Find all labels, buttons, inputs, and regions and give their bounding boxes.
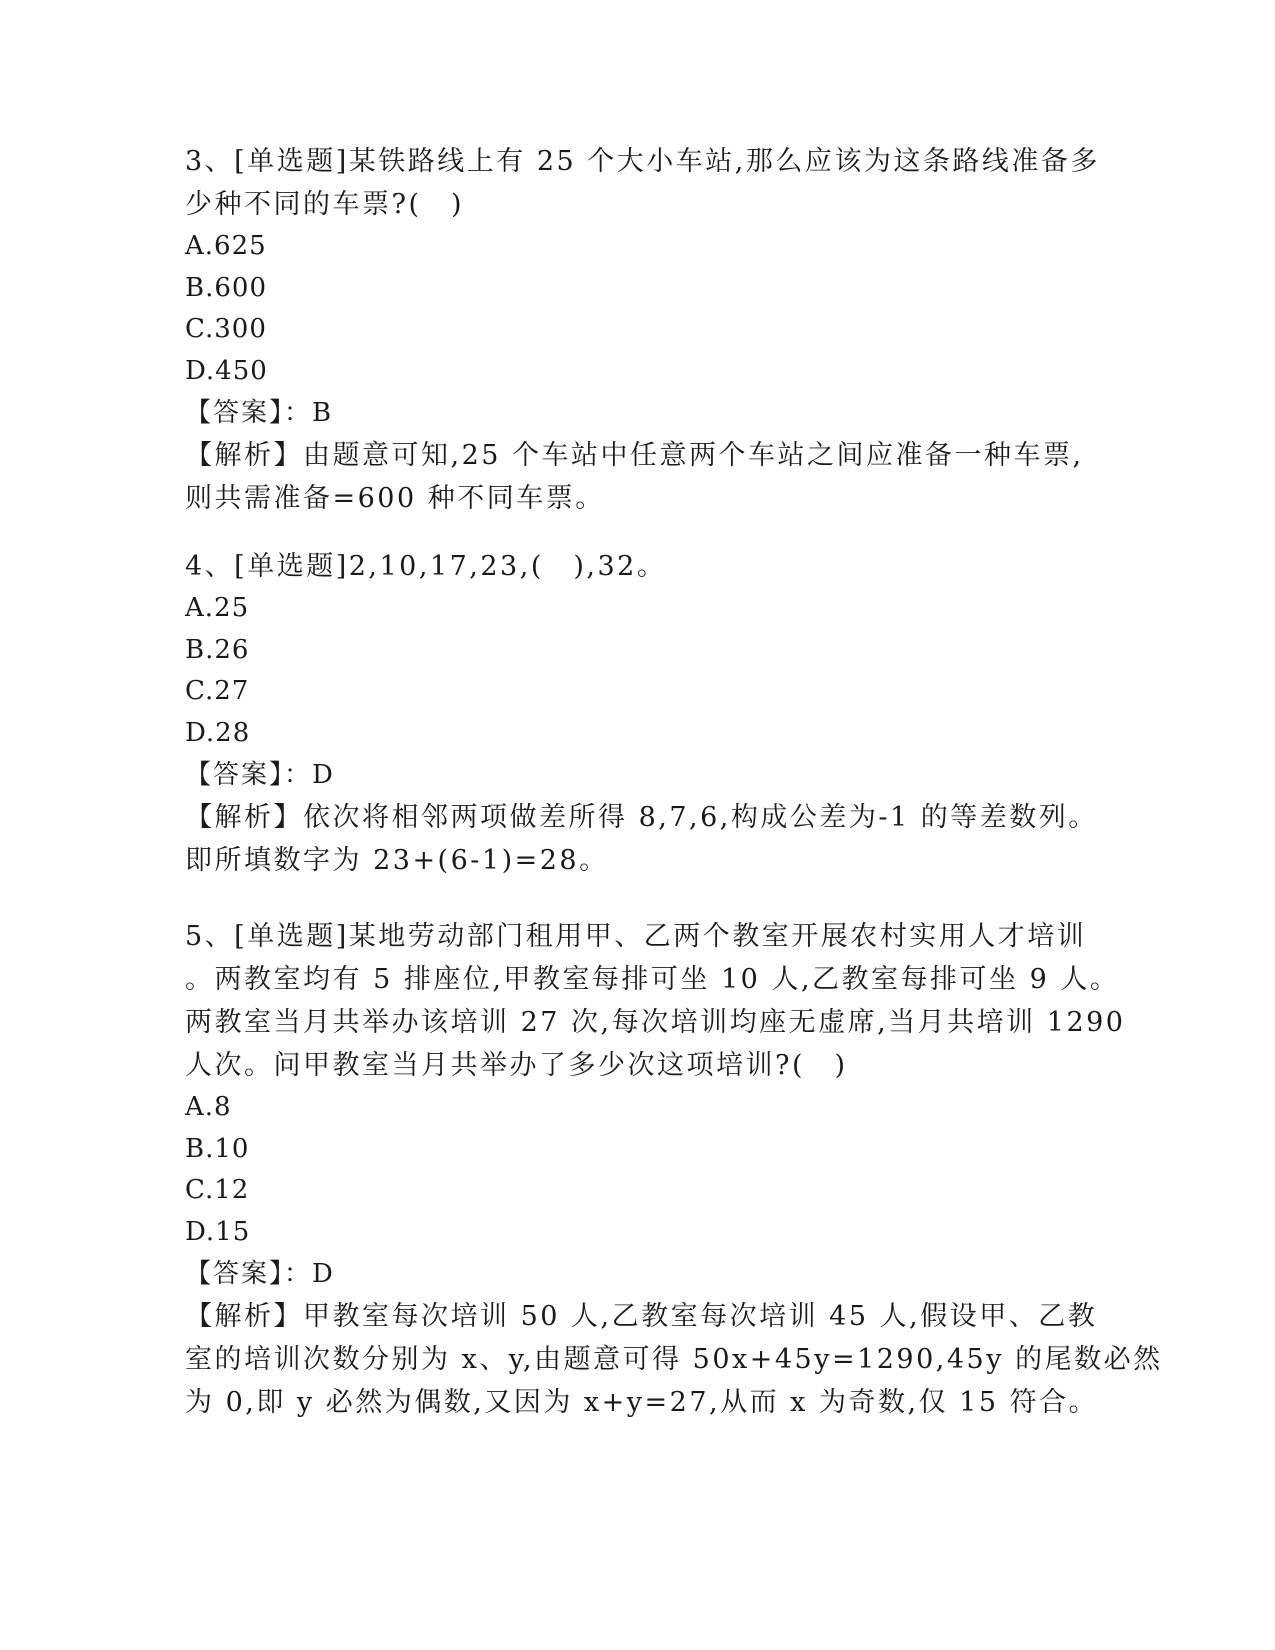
stem-line: 两教室当月共举办该培训 27 次,每次培训均座无虚席,当月共培训 1290 [185,1007,1126,1038]
stem-line: 5、[单选题]某地劳动部门租用甲、乙两个教室开展农村实用人才培训 [185,921,1087,952]
explanation-line: 则共需准备=600 种不同车票。 [185,483,605,514]
explanation-label: 【解析】 [185,802,303,833]
explanation-line: 为 0,即 y 必然为偶数,又因为 x+y=27,从而 x 为奇数,仅 15 符合。 [185,1387,1099,1418]
explanation-line: 室的培训次数分别为 x、y,由题意可得 50x+45y=1290,45y 的尾数必然 [185,1344,1163,1375]
stem-line: 少种不同的车票?( ) [185,189,465,220]
question-stem [185,915,1126,1087]
option-c: C.12 [185,1175,250,1205]
stem-line: 3、[单选题]某铁路线上有 25 个大小车站,那么应该为这条路线准备多 [185,146,1100,177]
explanation-label: 【解析】 [185,440,303,471]
option-d: D.450 [185,355,268,386]
option-d: D.15 [185,1216,251,1247]
answer-label: 【答案】： [185,1259,313,1289]
answer-value: D [312,1259,335,1289]
question-block [185,545,1098,882]
explanation [185,1295,1163,1424]
question-block [185,140,1100,520]
answer-value: D [312,760,335,790]
question-stem [185,545,1090,588]
option-d: D.28 [185,717,251,748]
option-a: A.8 [185,1092,232,1122]
explanation-label: 【解析】 [185,1301,303,1332]
option-a: A.25 [185,593,250,623]
explanation [185,796,1098,882]
explanation-text: 由题意可知,25 个车站中任意两个车站之间应准备一种车票, [303,440,1084,471]
explanation-text: 依次将相邻两项做差所得 8,7,6,构成公差为-1 的等差数列。 [303,802,1098,833]
option-c: C.27 [185,676,250,706]
answer-line [185,754,1090,796]
option-a: A.625 [185,231,267,261]
option-b: B.10 [185,1133,250,1164]
option-c: C.300 [185,314,267,344]
answer-line [185,392,1090,434]
question-block [185,915,1163,1424]
explanation-line [185,434,1090,477]
explanation-line [185,1295,1098,1338]
explanation [185,434,1090,520]
explanation-text: 甲教室每次培训 50 人,乙教室每次培训 45 人,假设甲、乙教 [303,1301,1098,1332]
answer-value: B [312,398,334,428]
answer-label: 【答案】： [185,398,313,428]
option-b: B.600 [185,272,267,303]
option-b: B.26 [185,634,250,665]
stem-line: 人次。问甲教室当月共举办了多少次这项培训?( ) [185,1050,848,1081]
answer-label: 【答案】： [185,760,313,790]
answer-line [185,1253,1090,1295]
explanation-line [185,796,1098,839]
stem-line: 。两教室均有 5 排座位,甲教室每排可坐 10 人,乙教室每排可坐 9 人。 [185,964,1120,995]
stem-line: 4、[单选题]2,10,17,23,( ),32。 [185,551,667,582]
explanation-line: 即所填数字为 23+(6-1)=28。 [185,845,609,876]
question-stem [185,140,1100,226]
